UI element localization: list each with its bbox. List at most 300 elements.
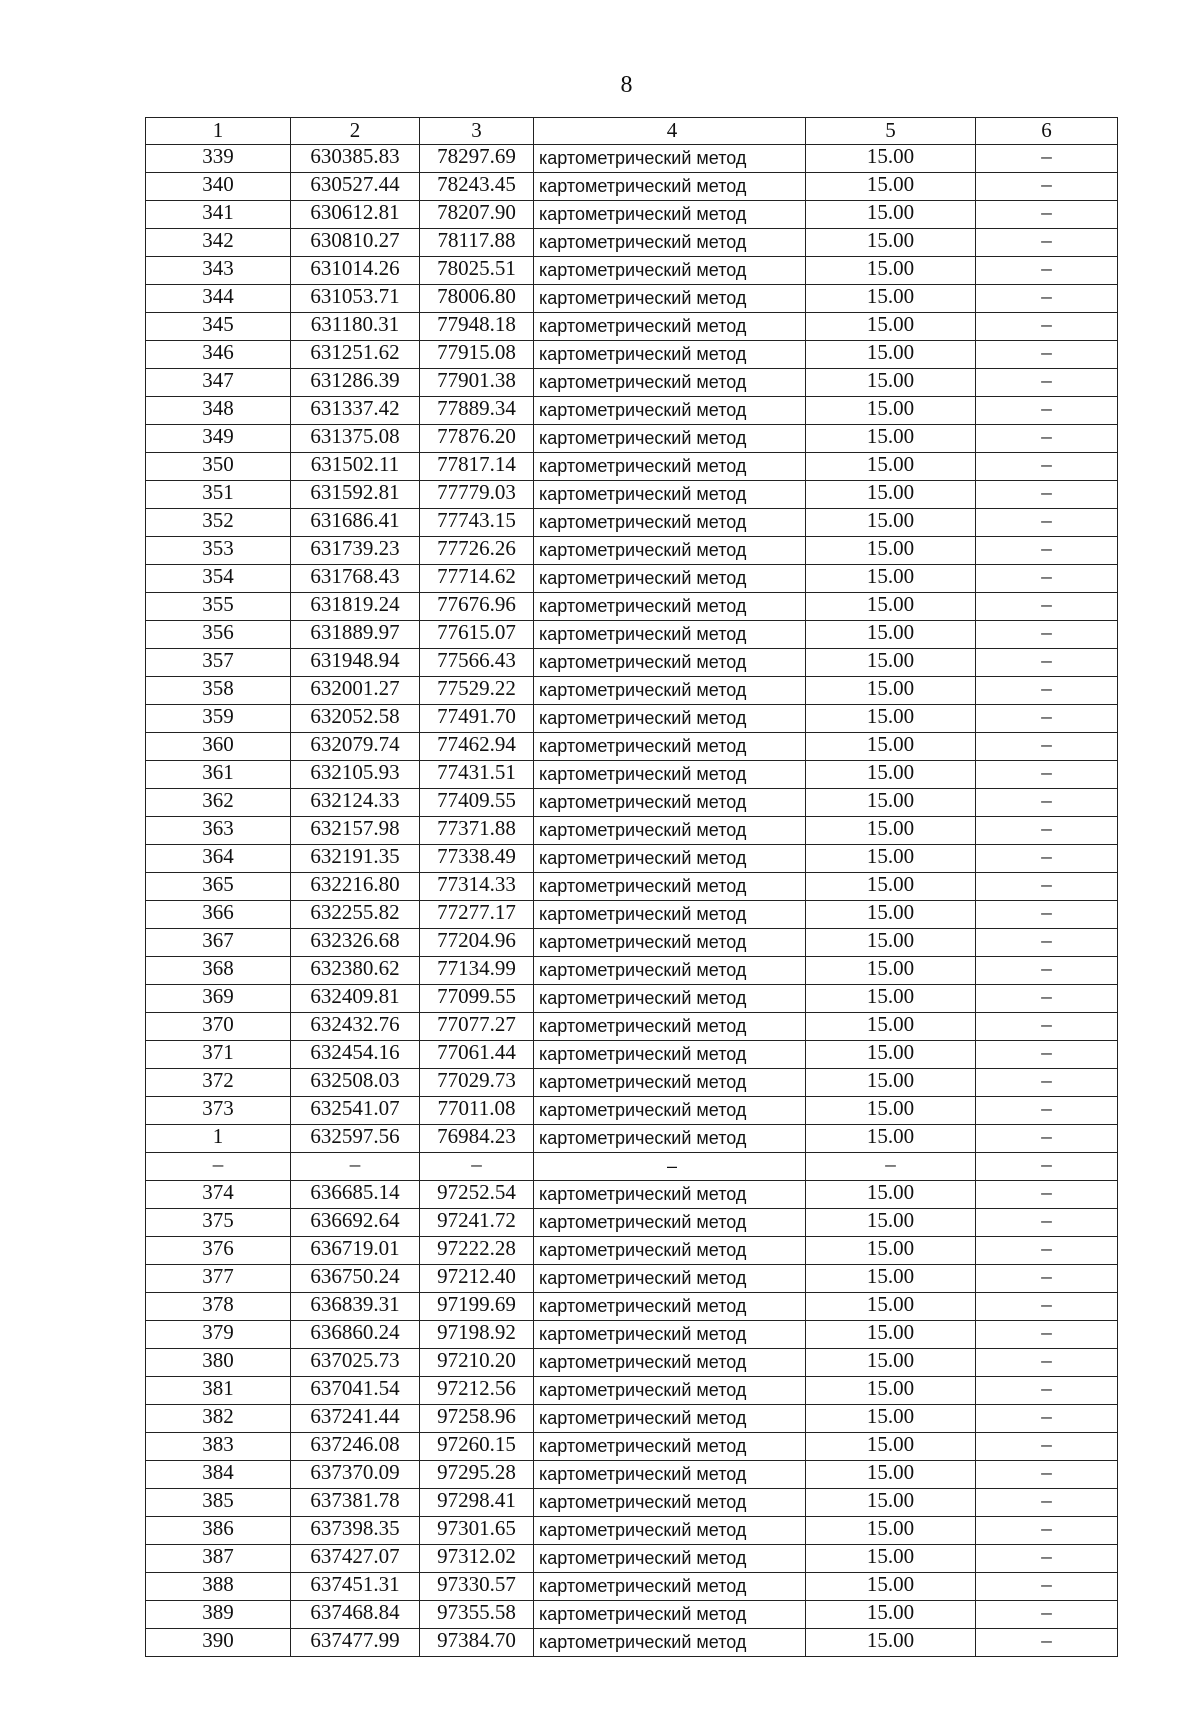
table-row [146,508,1118,536]
accuracy-cell: 15.00 [806,816,976,844]
x-coordinate-cell: 631337.42 [291,396,420,424]
x-coordinate-cell: 631180.31 [291,312,420,340]
y-coordinate-cell: 97260.15 [420,1432,534,1460]
note-cell: – [976,1572,1118,1600]
y-coordinate-cell: 97312.02 [420,1544,534,1572]
x-coordinate-cell: 632157.98 [291,816,420,844]
accuracy-cell: 15.00 [806,788,976,816]
table-row [146,200,1118,228]
method-cell: картометрический метод [534,1012,806,1040]
x-coordinate-cell: 637246.08 [291,1432,420,1460]
x-coordinate-cell: 637381.78 [291,1488,420,1516]
table-header-row [146,118,1118,145]
accuracy-cell: 15.00 [806,844,976,872]
method-cell: картометрический метод [534,956,806,984]
method-cell: – [534,1152,806,1180]
accuracy-cell: 15.00 [806,984,976,1012]
point-number-cell: 384 [146,1460,291,1488]
note-cell: – [976,256,1118,284]
y-coordinate-cell: 97301.65 [420,1516,534,1544]
table-row [146,1404,1118,1432]
accuracy-cell: 15.00 [806,228,976,256]
point-number-cell: 352 [146,508,291,536]
x-coordinate-cell: 636750.24 [291,1264,420,1292]
method-cell: картометрический метод [534,1124,806,1152]
y-coordinate-cell: 97295.28 [420,1460,534,1488]
y-coordinate-cell: 78297.69 [420,144,534,172]
table-row [146,760,1118,788]
point-number-cell: 1 [146,1124,291,1152]
x-coordinate-cell: 631502.11 [291,452,420,480]
method-cell: картометрический метод [534,1208,806,1236]
accuracy-cell: 15.00 [806,1040,976,1068]
table-row [146,1096,1118,1124]
x-coordinate-cell: 632052.58 [291,704,420,732]
point-number-cell: 356 [146,620,291,648]
method-cell: картометрический метод [534,144,806,172]
accuracy-cell: 15.00 [806,312,976,340]
note-cell: – [976,844,1118,872]
table-row [146,256,1118,284]
note-cell: – [976,1404,1118,1432]
table-row [146,1012,1118,1040]
method-cell: картометрический метод [534,844,806,872]
method-cell: картометрический метод [534,1376,806,1404]
table-row [146,564,1118,592]
y-coordinate-cell: 77566.43 [420,648,534,676]
method-cell: картометрический метод [534,1628,806,1656]
x-coordinate-cell: 637025.73 [291,1348,420,1376]
x-coordinate-cell: 630810.27 [291,228,420,256]
note-cell: – [976,1600,1118,1628]
point-number-cell: 383 [146,1432,291,1460]
note-cell: – [976,1152,1118,1180]
note-cell: – [976,1432,1118,1460]
y-coordinate-cell: 77462.94 [420,732,534,760]
x-coordinate-cell: 631768.43 [291,564,420,592]
table-row [146,340,1118,368]
y-coordinate-cell: 77431.51 [420,760,534,788]
y-coordinate-cell: – [420,1152,534,1180]
accuracy-cell: 15.00 [806,1432,976,1460]
method-cell: картометрический метод [534,200,806,228]
x-coordinate-cell: 632432.76 [291,1012,420,1040]
table-row [146,1208,1118,1236]
method-cell: картометрический метод [534,620,806,648]
point-number-cell: 363 [146,816,291,844]
accuracy-cell: 15.00 [806,1628,976,1656]
note-cell: – [976,816,1118,844]
method-cell: картометрический метод [534,704,806,732]
point-number-cell: 372 [146,1068,291,1096]
table-row [146,1628,1118,1656]
y-coordinate-cell: 97298.41 [420,1488,534,1516]
note-cell: – [976,676,1118,704]
y-coordinate-cell: 77277.17 [420,900,534,928]
x-coordinate-cell: 632541.07 [291,1096,420,1124]
accuracy-cell: 15.00 [806,1292,976,1320]
note-cell: – [976,1376,1118,1404]
note-cell: – [976,620,1118,648]
accuracy-cell: 15.00 [806,1068,976,1096]
method-cell: картометрический метод [534,1404,806,1432]
note-cell: – [976,396,1118,424]
method-cell: картометрический метод [534,284,806,312]
point-number-cell: 343 [146,256,291,284]
y-coordinate-cell: 77314.33 [420,872,534,900]
note-cell: – [976,452,1118,480]
y-coordinate-cell: 97355.58 [420,1600,534,1628]
accuracy-cell: 15.00 [806,1516,976,1544]
y-coordinate-cell: 97384.70 [420,1628,534,1656]
accuracy-cell: 15.00 [806,1320,976,1348]
note-cell: – [976,1264,1118,1292]
note-cell: – [976,508,1118,536]
table-row [146,536,1118,564]
table-row [146,956,1118,984]
accuracy-cell: 15.00 [806,1236,976,1264]
note-cell: – [976,928,1118,956]
table-row [146,1292,1118,1320]
note-cell: – [976,284,1118,312]
method-cell: картометрический метод [534,788,806,816]
accuracy-cell: 15.00 [806,536,976,564]
point-number-cell: 370 [146,1012,291,1040]
point-number-cell: 358 [146,676,291,704]
table-row [146,424,1118,452]
table-row [146,1348,1118,1376]
note-cell: – [976,144,1118,172]
y-coordinate-cell: 77615.07 [420,620,534,648]
table-row [146,1432,1118,1460]
y-coordinate-cell: 97222.28 [420,1236,534,1264]
point-number-cell: 342 [146,228,291,256]
method-cell: картометрический метод [534,760,806,788]
note-cell: – [976,228,1118,256]
x-coordinate-cell: 637370.09 [291,1460,420,1488]
note-cell: – [976,760,1118,788]
note-cell: – [976,1124,1118,1152]
x-coordinate-cell: 631592.81 [291,480,420,508]
y-coordinate-cell: 78243.45 [420,172,534,200]
note-cell: – [976,1180,1118,1208]
note-cell: – [976,900,1118,928]
table-row [146,480,1118,508]
x-coordinate-cell: 631739.23 [291,536,420,564]
x-coordinate-cell: 630612.81 [291,200,420,228]
note-cell: – [976,1236,1118,1264]
table-row [146,1516,1118,1544]
y-coordinate-cell: 77099.55 [420,984,534,1012]
method-cell: картометрический метод [534,312,806,340]
x-coordinate-cell: 631948.94 [291,648,420,676]
note-cell: – [976,1488,1118,1516]
accuracy-cell: 15.00 [806,172,976,200]
method-cell: картометрический метод [534,984,806,1012]
point-number-cell: – [146,1152,291,1180]
accuracy-cell: 15.00 [806,452,976,480]
x-coordinate-cell: 631251.62 [291,340,420,368]
point-number-cell: 386 [146,1516,291,1544]
y-coordinate-cell: 78207.90 [420,200,534,228]
note-cell: – [976,648,1118,676]
y-coordinate-cell: 77409.55 [420,788,534,816]
accuracy-cell: 15.00 [806,256,976,284]
accuracy-cell: 15.00 [806,508,976,536]
x-coordinate-cell: 637477.99 [291,1628,420,1656]
x-coordinate-cell: 636685.14 [291,1180,420,1208]
method-cell: картометрический метод [534,1544,806,1572]
note-cell: – [976,200,1118,228]
method-cell: картометрический метод [534,1040,806,1068]
y-coordinate-cell: 97241.72 [420,1208,534,1236]
x-coordinate-cell: 632380.62 [291,956,420,984]
x-coordinate-cell: 637041.54 [291,1376,420,1404]
accuracy-cell: 15.00 [806,144,976,172]
point-number-cell: 371 [146,1040,291,1068]
accuracy-cell: 15.00 [806,1124,976,1152]
point-number-cell: 345 [146,312,291,340]
x-coordinate-cell: 632409.81 [291,984,420,1012]
table-row [146,872,1118,900]
y-coordinate-cell: 77011.08 [420,1096,534,1124]
note-cell: – [976,424,1118,452]
table-row [146,1460,1118,1488]
table-row [146,844,1118,872]
table-row [146,1600,1118,1628]
x-coordinate-cell: 631286.39 [291,368,420,396]
y-coordinate-cell: 97198.92 [420,1320,534,1348]
note-cell: – [976,1460,1118,1488]
accuracy-cell: 15.00 [806,200,976,228]
x-coordinate-cell: 632079.74 [291,732,420,760]
header-cell: 5 [806,118,976,145]
accuracy-cell: 15.00 [806,424,976,452]
table-row [146,1320,1118,1348]
point-number-cell: 381 [146,1376,291,1404]
method-cell: картометрический метод [534,1572,806,1600]
accuracy-cell: 15.00 [806,648,976,676]
table-row [146,284,1118,312]
method-cell: картометрический метод [534,368,806,396]
point-number-cell: 385 [146,1488,291,1516]
point-number-cell: 349 [146,424,291,452]
note-cell: – [976,956,1118,984]
method-cell: картометрический метод [534,452,806,480]
point-number-cell: 348 [146,396,291,424]
method-cell: картометрический метод [534,480,806,508]
accuracy-cell: 15.00 [806,704,976,732]
table-row [146,1572,1118,1600]
y-coordinate-cell: 97212.40 [420,1264,534,1292]
point-number-cell: 380 [146,1348,291,1376]
header-cell: 3 [420,118,534,145]
header-cell: 6 [976,118,1118,145]
point-number-cell: 340 [146,172,291,200]
accuracy-cell: 15.00 [806,1096,976,1124]
method-cell: картометрический метод [534,1264,806,1292]
point-number-cell: 344 [146,284,291,312]
accuracy-cell: 15.00 [806,1012,976,1040]
y-coordinate-cell: 97210.20 [420,1348,534,1376]
x-coordinate-cell: 637398.35 [291,1516,420,1544]
y-coordinate-cell: 77901.38 [420,368,534,396]
method-cell: картометрический метод [534,1236,806,1264]
point-number-cell: 367 [146,928,291,956]
accuracy-cell: 15.00 [806,732,976,760]
y-coordinate-cell: 78025.51 [420,256,534,284]
point-number-cell: 347 [146,368,291,396]
note-cell: – [976,340,1118,368]
point-number-cell: 377 [146,1264,291,1292]
point-number-cell: 360 [146,732,291,760]
point-number-cell: 368 [146,956,291,984]
header-cell: 1 [146,118,291,145]
x-coordinate-cell: 636719.01 [291,1236,420,1264]
note-cell: – [976,1012,1118,1040]
point-number-cell: 364 [146,844,291,872]
table-row [146,312,1118,340]
table-row [146,928,1118,956]
y-coordinate-cell: 77714.62 [420,564,534,592]
point-number-cell: 346 [146,340,291,368]
method-cell: картометрический метод [534,396,806,424]
accuracy-cell: 15.00 [806,368,976,396]
table-row [146,984,1118,1012]
table-row [146,368,1118,396]
table-row [146,732,1118,760]
point-number-cell: 388 [146,1572,291,1600]
y-coordinate-cell: 77743.15 [420,508,534,536]
y-coordinate-cell: 77889.34 [420,396,534,424]
table-row [146,1152,1118,1180]
accuracy-cell: 15.00 [806,480,976,508]
accuracy-cell: 15.00 [806,1404,976,1432]
coordinates-table [145,117,1118,1657]
table-row [146,676,1118,704]
note-cell: – [976,1348,1118,1376]
point-number-cell: 354 [146,564,291,592]
accuracy-cell: 15.00 [806,1264,976,1292]
accuracy-cell: 15.00 [806,340,976,368]
header-cell: 4 [534,118,806,145]
point-number-cell: 373 [146,1096,291,1124]
y-coordinate-cell: 97199.69 [420,1292,534,1320]
method-cell: картометрический метод [534,508,806,536]
y-coordinate-cell: 77676.96 [420,592,534,620]
table-row [146,172,1118,200]
method-cell: картометрический метод [534,872,806,900]
note-cell: – [976,1096,1118,1124]
table-row [146,228,1118,256]
x-coordinate-cell: 632326.68 [291,928,420,956]
method-cell: картометрический метод [534,1432,806,1460]
x-coordinate-cell: – [291,1152,420,1180]
note-cell: – [976,788,1118,816]
table-row [146,1544,1118,1572]
point-number-cell: 350 [146,452,291,480]
table-row [146,452,1118,480]
accuracy-cell: 15.00 [806,1208,976,1236]
accuracy-cell: 15.00 [806,592,976,620]
table-row [146,1264,1118,1292]
y-coordinate-cell: 77134.99 [420,956,534,984]
accuracy-cell: 15.00 [806,396,976,424]
method-cell: картометрический метод [534,1488,806,1516]
method-cell: картометрический метод [534,816,806,844]
point-number-cell: 357 [146,648,291,676]
method-cell: картометрический метод [534,1600,806,1628]
x-coordinate-cell: 632255.82 [291,900,420,928]
x-coordinate-cell: 632191.35 [291,844,420,872]
accuracy-cell: 15.00 [806,1180,976,1208]
table-row [146,1068,1118,1096]
method-cell: картометрический метод [534,928,806,956]
point-number-cell: 375 [146,1208,291,1236]
x-coordinate-cell: 632454.16 [291,1040,420,1068]
y-coordinate-cell: 77817.14 [420,452,534,480]
point-number-cell: 355 [146,592,291,620]
point-number-cell: 376 [146,1236,291,1264]
accuracy-cell: 15.00 [806,956,976,984]
x-coordinate-cell: 637468.84 [291,1600,420,1628]
accuracy-cell: – [806,1152,976,1180]
y-coordinate-cell: 77077.27 [420,1012,534,1040]
point-number-cell: 387 [146,1544,291,1572]
x-coordinate-cell: 632597.56 [291,1124,420,1152]
y-coordinate-cell: 77371.88 [420,816,534,844]
method-cell: картометрический метод [534,1460,806,1488]
method-cell: картометрический метод [534,1516,806,1544]
method-cell: картометрический метод [534,1180,806,1208]
x-coordinate-cell: 636860.24 [291,1320,420,1348]
accuracy-cell: 15.00 [806,760,976,788]
x-coordinate-cell: 637427.07 [291,1544,420,1572]
accuracy-cell: 15.00 [806,1488,976,1516]
x-coordinate-cell: 632105.93 [291,760,420,788]
table-row [146,1180,1118,1208]
method-cell: картометрический метод [534,1320,806,1348]
note-cell: – [976,368,1118,396]
x-coordinate-cell: 631014.26 [291,256,420,284]
table-row [146,592,1118,620]
point-number-cell: 369 [146,984,291,1012]
y-coordinate-cell: 77948.18 [420,312,534,340]
accuracy-cell: 15.00 [806,1376,976,1404]
y-coordinate-cell: 77061.44 [420,1040,534,1068]
point-number-cell: 339 [146,144,291,172]
accuracy-cell: 15.00 [806,872,976,900]
method-cell: картометрический метод [534,900,806,928]
table-row [146,396,1118,424]
note-cell: – [976,1292,1118,1320]
y-coordinate-cell: 78006.80 [420,284,534,312]
point-number-cell: 353 [146,536,291,564]
point-number-cell: 341 [146,200,291,228]
x-coordinate-cell: 630385.83 [291,144,420,172]
method-cell: картометрический метод [534,732,806,760]
table-row [146,1236,1118,1264]
x-coordinate-cell: 631686.41 [291,508,420,536]
method-cell: картометрический метод [534,228,806,256]
method-cell: картометрический метод [534,676,806,704]
accuracy-cell: 15.00 [806,1600,976,1628]
y-coordinate-cell: 97258.96 [420,1404,534,1432]
note-cell: – [976,312,1118,340]
note-cell: – [976,1628,1118,1656]
table-row [146,1124,1118,1152]
note-cell: – [976,1068,1118,1096]
